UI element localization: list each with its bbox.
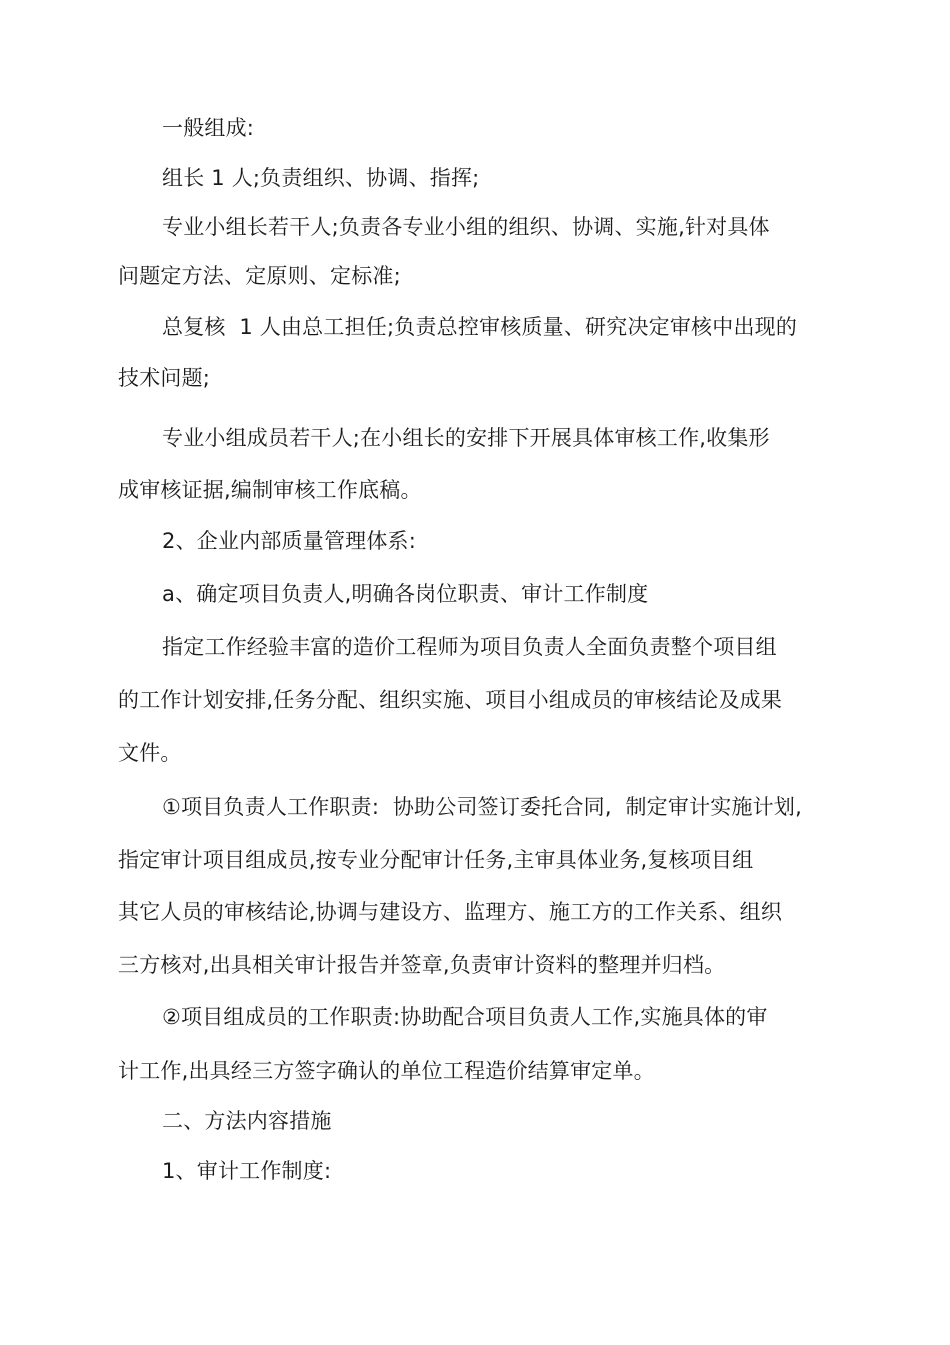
paragraph-line: 的工作计划安排,任务分配、组织实施、项目小组成员的审核结论及成果 xyxy=(118,688,783,712)
paragraph-line: a、确定项目负责人,明确各岗位职责、审计工作制度 xyxy=(162,582,649,606)
paragraph-line: 计工作,出具经三方签字确认的单位工程造价结算审定单。 xyxy=(118,1059,655,1083)
paragraph-line: 技术问题; xyxy=(118,366,211,390)
paragraph-line: 指定工作经验丰富的造价工程师为项目负责人全面负责整个项目组 xyxy=(162,635,777,659)
paragraph-line: 其它人员的审核结论,协调与建设方、监理方、施工方的工作关系、组织 xyxy=(118,900,783,924)
paragraph-line: 三方核对,出具相关审计报告并签章,负责审计资料的整理并归档。 xyxy=(118,953,726,977)
paragraph-line: 成审核证据,编制审核工作底稿。 xyxy=(118,478,422,502)
section-heading: 1、审计工作制度: xyxy=(162,1159,332,1183)
section-heading: 2、企业内部质量管理体系: xyxy=(162,529,417,553)
paragraph-line: ②项目组成员的工作职责:协助配合项目负责人工作,实施具体的审 xyxy=(162,1005,768,1029)
section-heading: 二、方法内容措施 xyxy=(162,1109,332,1133)
paragraph-line: 组长 1 人;负责组织、协调、指挥; xyxy=(162,166,480,190)
paragraph-line: 专业小组长若干人;负责各专业小组的组织、协调、实施,针对具体 xyxy=(162,215,770,239)
paragraph-line: ①项目负责人工作职责: 协助公司签订委托合同, 制定审计实施计划, xyxy=(162,795,802,819)
paragraph-line: 问题定方法、定原则、定标准; xyxy=(118,264,401,288)
paragraph-line: 总复核 1 人由总工担任;负责总控审核质量、研究决定审核中出现的 xyxy=(162,315,798,339)
paragraph-line: 文件。 xyxy=(118,741,182,765)
paragraph-line: 专业小组成员若干人;在小组长的安排下开展具体审核工作,收集形 xyxy=(162,426,770,450)
paragraph-line: 一般组成: xyxy=(162,116,255,140)
paragraph-line: 指定审计项目组成员,按专业分配审计任务,主审具体业务,复核项目组 xyxy=(118,848,754,872)
